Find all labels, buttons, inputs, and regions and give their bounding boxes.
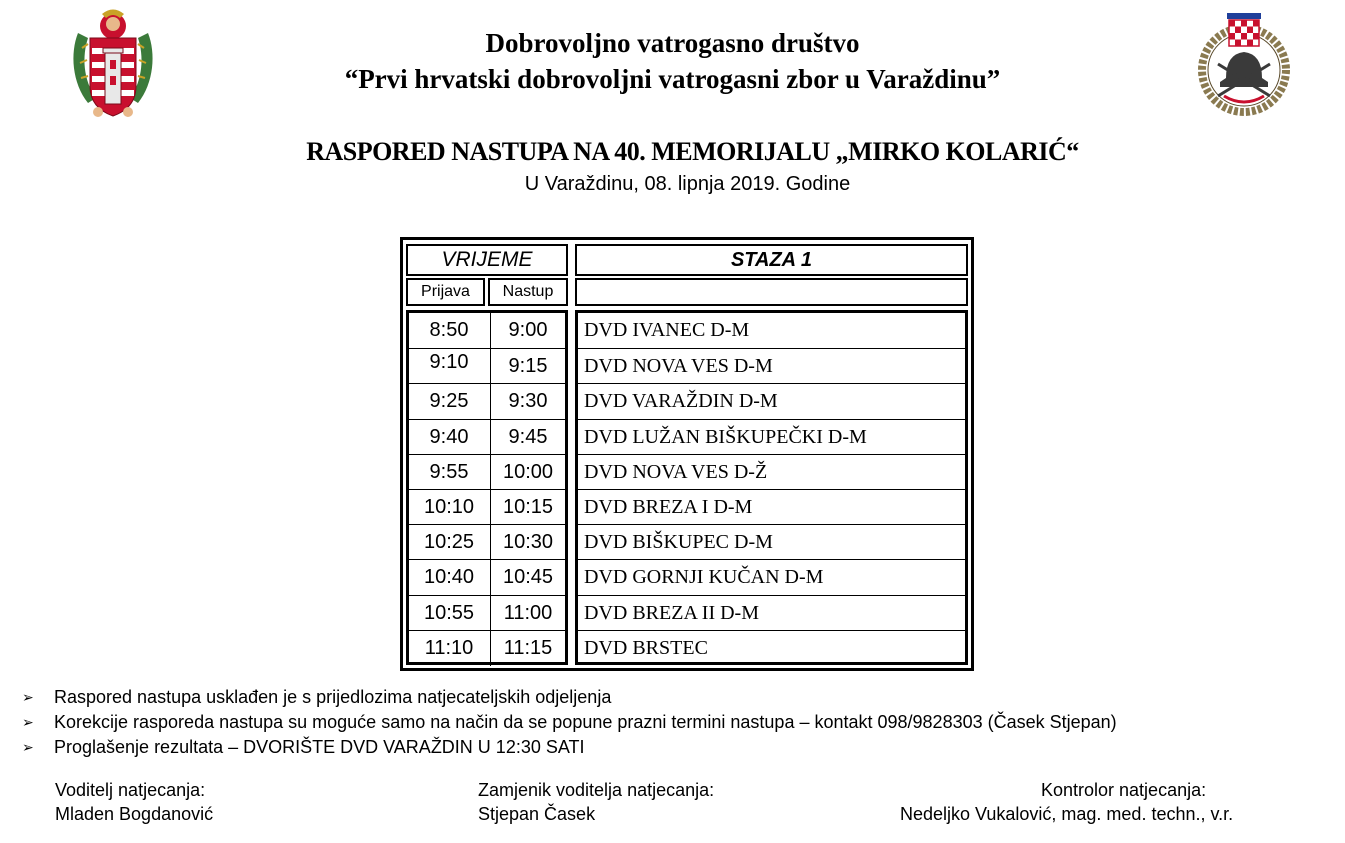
signature-name: Nedeljko Vukalović, mag. med. techn., v.r.: [900, 804, 1234, 824]
team-name: DVD NOVA VES D-M: [584, 355, 773, 378]
table-row: [578, 419, 965, 454]
nastup-time: 9:30: [490, 384, 565, 419]
nastup-time: 10:30: [490, 525, 565, 560]
schedule-table: [400, 237, 974, 671]
prijava-time: 10:10: [423, 496, 475, 518]
teams-column: [575, 310, 968, 665]
team-name: DVD LUŽAN BIŠKUPEČKI D-M: [584, 425, 867, 448]
table-row: [409, 489, 565, 524]
header-time: VRIJEME: [406, 244, 568, 276]
prijava-time: 11:10: [424, 636, 474, 659]
prijava-time: 8:50: [429, 319, 469, 341]
team-name: DVD IVANEC D-M: [584, 319, 750, 341]
team-name: DVD VARAŽDIN D-M: [584, 390, 778, 413]
table-row: [578, 489, 965, 524]
team-name: DVD BRSTEC: [584, 636, 708, 659]
note-text: Korekcije rasporeda nastupa su moguće samo na način da se popune prazni termini nastupa – kontakt 098/9828303 (Časek Stjepan): [54, 712, 1117, 732]
team-name: DVD BREZA I D-M: [584, 496, 753, 518]
team-name: DVD BIŠKUPEC D-M: [584, 531, 773, 554]
notes-list: [22, 686, 1332, 761]
nastup-time: 9:00: [490, 313, 565, 348]
signature-name: Stjepan Časek: [478, 804, 596, 824]
table-row: [409, 383, 565, 418]
document-date: U Varaždinu, 08. lipnja 2019. Godine: [524, 173, 851, 195]
note-item: [22, 736, 1332, 761]
signature-role: Kontrolor natjecanja:: [1041, 780, 1207, 800]
nastup-time: 9:45: [490, 420, 565, 455]
table-row: [578, 524, 965, 559]
prijava-time: 10:55: [423, 601, 475, 624]
table-row: [409, 595, 565, 630]
signature-controller: [900, 778, 1233, 826]
nastup-time: 9:15: [490, 349, 565, 384]
table-row: [409, 524, 565, 559]
prijava-time: 9:10: [429, 351, 469, 374]
table-row: [578, 595, 965, 630]
nastup-time: 11:00: [490, 596, 565, 631]
table-row: [578, 313, 965, 348]
table-row: [578, 348, 965, 383]
firefighter-emblem-icon: [1198, 8, 1290, 118]
prijava-time: 9:40: [429, 425, 469, 448]
header-prijava: Prijava: [406, 278, 485, 306]
table-row: [578, 454, 965, 489]
prijava-time: 10:25: [423, 531, 475, 554]
table-row: [409, 630, 565, 665]
signature-role: Voditelj natjecanja:: [55, 780, 206, 800]
prijava-time: 10:40: [423, 566, 475, 589]
arrow-bullet-icon: ➢: [22, 689, 34, 705]
note-text: Raspored nastupa usklađen je s prijedlozima natjecateljskih odjeljenja: [54, 687, 612, 707]
signature-role: Zamjenik voditelja natjecanja:: [478, 780, 715, 800]
nastup-time: 10:00: [490, 455, 565, 490]
note-item: [22, 711, 1332, 736]
nastup-time: 11:15: [490, 631, 565, 666]
header-blank-cell: [575, 278, 968, 306]
signature-name: Mladen Bogdanović: [55, 804, 214, 824]
team-name: DVD BREZA II D-M: [584, 601, 759, 624]
table-row: [409, 559, 565, 594]
nastup-time: 10:15: [490, 490, 565, 525]
table-row: [409, 419, 565, 454]
signature-deputy-leader: [478, 778, 714, 826]
arrow-bullet-icon: ➢: [22, 739, 34, 755]
prijava-time: 9:55: [429, 460, 469, 483]
arrow-bullet-icon: ➢: [22, 714, 34, 730]
header-track: STAZA 1: [575, 244, 968, 276]
table-row: [578, 630, 965, 665]
note-item: [22, 686, 1332, 711]
organization-full-name: “Prvi hrvatski dobrovoljni vatrogasni zbor u Varaždinu”: [344, 64, 1001, 94]
document-title: RASPORED NASTUPA NA 40. MEMORIJALU „MIRKO KOLARIĆ“: [306, 137, 1079, 166]
team-name: DVD GORNJI KUČAN D-M: [584, 566, 824, 589]
table-row: [409, 313, 565, 348]
organization-name: Dobrovoljno vatrogasno društvo: [485, 28, 860, 58]
table-row: [409, 348, 565, 383]
table-row: [578, 559, 965, 594]
nastup-time: 10:45: [490, 560, 565, 595]
note-text: Proglašenje rezultata – DVORIŠTE DVD VARAŽDIN U 12:30 SATI: [54, 737, 585, 757]
header-nastup: Nastup: [488, 278, 568, 306]
prijava-time: 9:25: [429, 390, 469, 413]
signature-competition-leader: [55, 778, 213, 826]
team-name: DVD NOVA VES D-Ž: [584, 460, 768, 483]
times-column: [406, 310, 568, 665]
table-row: [409, 454, 565, 489]
table-row: [578, 383, 965, 418]
